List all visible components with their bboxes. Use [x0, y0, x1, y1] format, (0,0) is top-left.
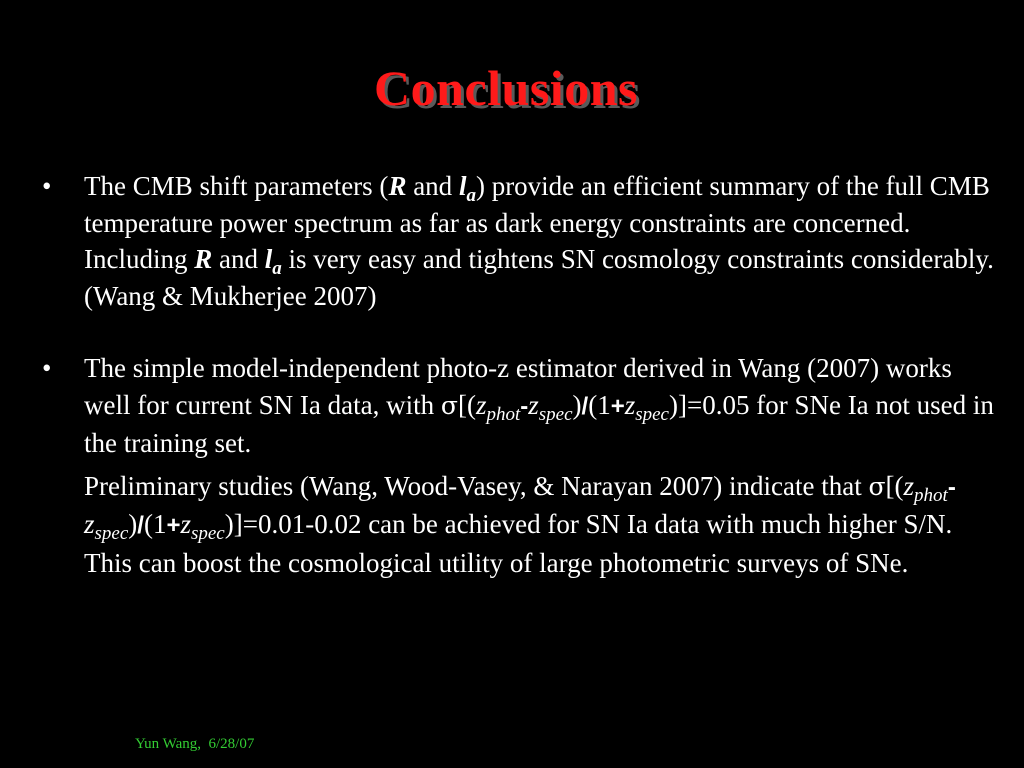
subscript-a: a [466, 185, 476, 206]
symbol-z: z [624, 389, 636, 420]
text-run: ) provide an efficient summary of the full CMB temperature power spectrum as far as dark energy constraints are concerned. Including [84, 171, 990, 274]
text-run: [( [457, 389, 476, 420]
subscript-spec: spec [94, 523, 129, 544]
text-run: (1 [588, 389, 611, 420]
text-run: [( [885, 470, 904, 501]
symbol-l: l [458, 171, 467, 201]
text-run: and [406, 171, 459, 201]
subscript-phot: phot [914, 484, 948, 506]
text-run: )]=0.01-0.02 can be achieved for SN Ia data with much higher S/N. This can boost the cosmological utility of large photometric surveys of SNe. [84, 509, 953, 578]
bullet-item-photo-z [40, 350, 1000, 581]
text-run: Preliminary studies (Wang, Wood-Vasey, & Narayan 2007) indicate that [84, 470, 869, 501]
bullet-item-cmb-shift [40, 168, 1000, 314]
operator-plus: + [166, 512, 181, 539]
slide-title: Conclusions [374, 60, 638, 116]
bullet-dot-icon: • [42, 353, 52, 383]
slide-footer: Yun Wang, 6/28/07 [135, 736, 255, 752]
text-run: )]=0.05 for SNe Ia not used in the training set. [84, 389, 994, 458]
operator-minus: - [520, 392, 529, 420]
subscript-phot: phot [486, 403, 521, 425]
text-run: and [212, 244, 265, 274]
bullet2-paragraph2 [84, 468, 1000, 582]
subscript-a: a [272, 258, 282, 279]
bullet-list [40, 168, 1000, 581]
bullet-dot-icon: • [42, 171, 52, 201]
symbol-z: z [180, 509, 191, 539]
operator-minus: - [947, 473, 956, 501]
operator-plus: + [610, 392, 625, 420]
symbol-R: R [388, 171, 407, 201]
symbol-l: l [264, 244, 273, 274]
symbol-z: z [903, 470, 915, 501]
subscript-spec: spec [538, 403, 573, 425]
operator-slash: / [581, 392, 589, 420]
text-run: (1 [143, 509, 167, 539]
operator-slash: / [137, 512, 144, 539]
text-run: is very easy and tightens SN cosmology constraints considerably. (Wang & Mukherjee 2007) [84, 244, 994, 311]
subscript-spec: spec [190, 523, 225, 544]
symbol-sigma: σ [440, 390, 458, 420]
symbol-z: z [528, 389, 539, 420]
text-run: ) [128, 509, 138, 539]
symbol-R: R [194, 244, 213, 274]
symbol-z: z [84, 509, 95, 539]
text-run: The simple model-independent photo-z estimator derived in Wang (2007) works well for current SN Ia data, with [84, 353, 952, 420]
symbol-sigma: σ [868, 471, 886, 501]
subscript-spec: spec [635, 403, 669, 425]
bullet2-text [84, 353, 1000, 581]
bullet1-text [84, 171, 994, 311]
text-run: The CMB shift parameters ( [84, 171, 389, 201]
text-run: ) [572, 389, 582, 420]
symbol-z: z [475, 389, 487, 420]
